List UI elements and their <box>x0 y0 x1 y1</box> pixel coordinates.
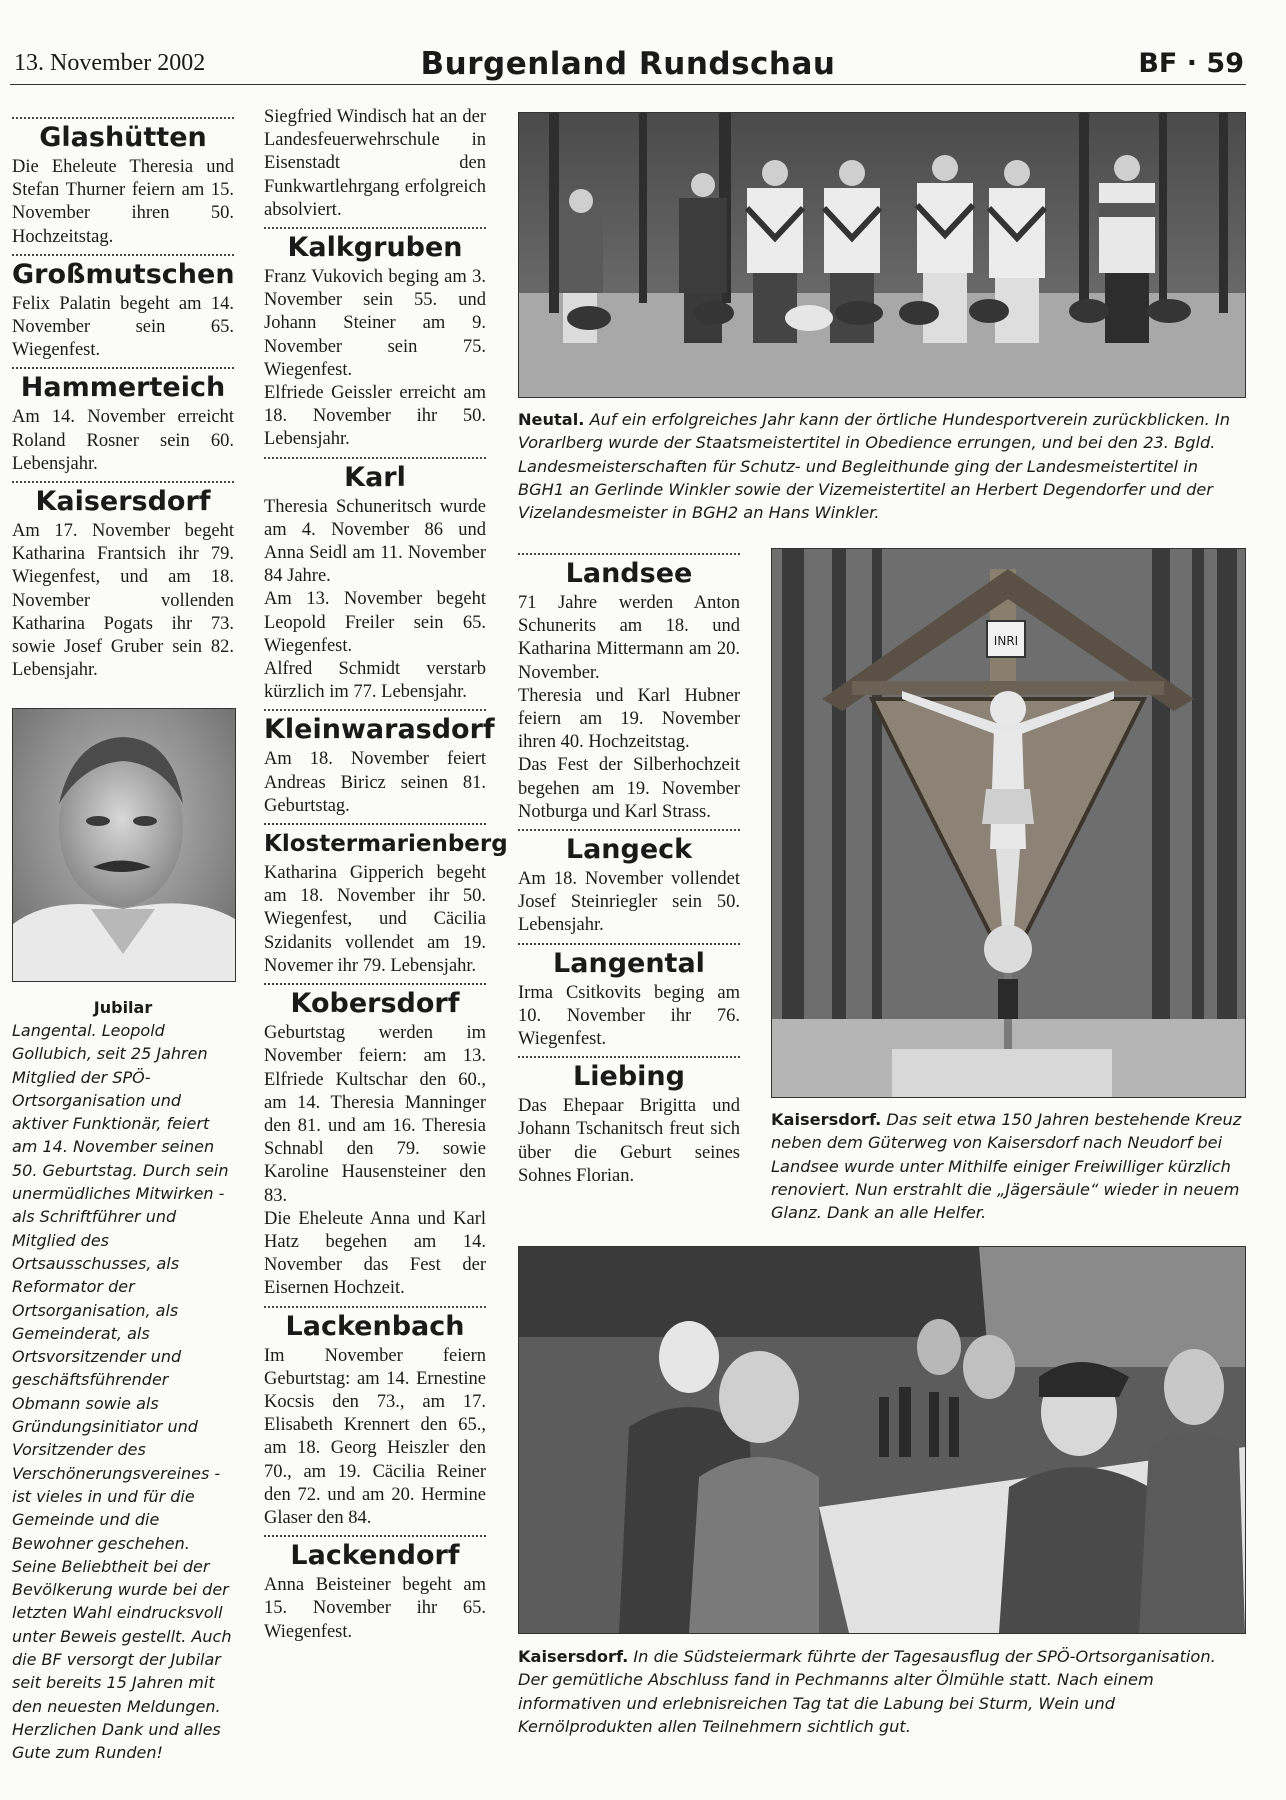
section-text: Irma Csitkovits beging am 10. November ihr 76. Wiegenfest. <box>518 982 740 1050</box>
issue-date: 13. November 2002 <box>14 50 206 76</box>
section-text: 71 Jahre werden Anton Schunerits am 18. und Katharina Mittermann am 20. November. <box>518 593 740 683</box>
section-heading: Großmutschen <box>12 258 235 290</box>
caption-place: Kaisersdorf. <box>518 1647 629 1666</box>
wayside-cross-photo <box>771 548 1246 1098</box>
section-heading: Hammerteich <box>20 372 226 404</box>
section-heading: Kalkgruben <box>287 232 463 264</box>
section-text: Elfriede Geissler erreicht am 18. November ihr 50. Lebensjahr. <box>264 383 486 450</box>
section-text: Geburtstag werden im November feiern: am 13. Elfriede Kultschar den 60., am 14. Theresia Manninger den 81. und am 16. Theresia Schnabl den 79. sowie Karoline Hausensteiner den 83. <box>264 1023 486 1206</box>
section-text: Am 18. November vollendet Josef Steinriegler sein 50. Lebensjahr. <box>518 869 740 936</box>
section-heading: Langental <box>553 947 705 979</box>
caption-place: Neutal. <box>518 410 585 429</box>
section-heading: Kleinwarasdorf <box>264 714 495 746</box>
cross-caption <box>771 1108 1246 1224</box>
inri-sign: INRI <box>993 634 1019 648</box>
section-text: Katharina Gipperich begeht am 18. November ihr 50. Wiegenfest, und Cäcilia Szidanits vollendet am 19. Novemer ihr 79. Lebensjahr. <box>264 863 486 976</box>
day-trip-caption <box>518 1645 1246 1738</box>
section-text: Das Fest der Silberhochzeit begehen am 19. November Notburga und Karl Strass. <box>518 755 740 822</box>
section-heading: Karl <box>344 461 406 493</box>
section-text: Die Eheleute Theresia und Stefan Thurner feiern am 15. November ihren 50. Hochzeitstag. <box>12 157 234 247</box>
section-heading: Klostermarienberg <box>264 831 508 858</box>
section-text: Am 14. November erreicht Roland Rosner sein 60. Lebensjahr. <box>12 407 234 474</box>
newspaper-title: Burgenland Rundschau <box>420 46 836 82</box>
column-2 <box>264 106 508 1644</box>
day-trip-photo <box>518 1246 1246 1634</box>
jubilar-portrait-photo <box>12 708 236 982</box>
section-text: Siegfried Windisch hat an der Landesfeuerwehrschule in Eisenstadt den Funkwartlehrgang erfolgreich absolviert. <box>264 107 486 220</box>
caption-text: Auf ein erfolgreiches Jahr kann der örtliche Hundesportverein zurückblicken. In Vorarlberg wurde der Staatsmeistertitel in Obedience errungen, und bei den 23. Bgld. Landesmeisterschaften für Schutz- und Begleithunde ging der Landesmeistertitel in BGH1 an Gerlinde Winkler sowie der Vizemeistertitel an Herbert Degendorfer und der Vizelandesmeister in BGH2 an Hans Winkler. <box>518 410 1230 523</box>
jubilar-caption <box>12 990 234 1765</box>
section-heading: Landsee <box>565 558 693 589</box>
section-text: Anna Beisteiner begeht am 15. November ihr 65. Wiegenfest. <box>264 1575 486 1642</box>
section-heading: Glashütten <box>39 122 207 153</box>
section-text: Felix Palatin begeht am 14. November sein 65. Wiegenfest. <box>12 293 234 361</box>
caption-place: Kaisersdorf. <box>771 1110 882 1129</box>
section-text: Im November feiern Geburtstag: am 14. Ernestine Kocsis den 73., am 17. Elisabeth Krennert den 65., am 18. Georg Heiszler den 70., am 19. Cäcilia Reiner den 72. und am 20. Hermine Glaser den 84. <box>264 1345 486 1528</box>
section-text: Alfred Schmidt verstarb kürzlich im 77. Lebensjahr. <box>264 659 486 703</box>
dog-club-photo <box>518 112 1246 398</box>
caption-text: In die Südsteiermark führte der Tagesausflug der SPÖ-Ortsorganisation. Der gemütliche Abschluss fand in Pechmanns alter Ölmühle statt. Nach einem informativen und erlebnisreichen Tag tat die Labung bei Sturm, Wein und Kernölprodukten allen Teilnehmern sichtlich gut. <box>518 1647 1216 1736</box>
section-heading: Kobersdorf <box>290 988 460 1020</box>
section-text: Franz Vukovich beging am 3. November sein 55. und Johann Steiner am 9. November sein 75. Wiegenfest. <box>264 267 486 380</box>
page-number: BF · 59 <box>1138 48 1244 79</box>
section-text: Die Eheleute Anna und Karl Hatz begehen am 14. November das Fest der Eisernen Hochzeit. <box>264 1208 486 1299</box>
section-text: Das Ehepaar Brigitta und Johann Tschanitsch freut sich über die Geburt seines Sohnes Florian. <box>518 1096 740 1186</box>
section-text: Theresia Schuneritsch wurde am 4. November 86 und Anna Seidl am 11. November 84 Jahre. <box>264 496 486 587</box>
jubilar-label: Jubilar <box>93 998 153 1017</box>
section-text: Am 18. November feiert Andreas Biricz seinen 81. Geburtstag. <box>264 749 486 816</box>
jubilar-text: Langental. Leopold Gollubich, seit 25 Jahren Mitglied der SPÖ-Ortsorganisation und aktiver Funktionär, feiert am 14. November seinen 50. Geburtstag. Durch sein unermüdliches Mitwirken - als Schriftführer und Mitglied des Ortsausschusses, als Reformator der Ortsorganisation, als Gemeinderat, als Ortsvorsitzender und geschäftsführender Obmann sowie als Gründungsinitiator und Vorsitzender des Verschönerungsvereines - ist vieles in und für die Gemeinde und die Bewohner geschehen. Seine Beliebtheit bei der Bevölkerung wurde bei der letzten Wahl eindrucksvoll unter Beweis gestellt. Auch die BF versorgt der Jubilar seit bereits 15 Jahren mit den neuesten Meldungen. Herzlichen Dank und alles Gute zum Runden! <box>12 1021 232 1763</box>
column-1 <box>12 112 234 682</box>
section-heading: Langeck <box>565 834 693 866</box>
section-text: Theresia und Karl Hubner feiern am 19. November ihren 40. Hochzeitstag. <box>518 685 740 753</box>
caption-text: Das seit etwa 150 Jahren bestehende Kreuz neben dem Güterweg von Kaisersdorf nach Neudorf bei Landsee wurde unter Mithilfe einiger Freiwilliger kürzlich renoviert. Nun erstrahlt die „Jägersäule“ wieder in neuem Glanz. Dank an alle Helfer. <box>771 1110 1242 1223</box>
dog-club-caption <box>518 408 1246 524</box>
section-heading: Lackenbach <box>285 1310 465 1342</box>
page-header <box>10 44 1246 85</box>
section-heading: Lackendorf <box>290 1540 460 1572</box>
section-text: Am 13. November begeht Leopold Freiler sein 65. Wiegenfest. <box>264 589 486 656</box>
section-heading: Kaisersdorf <box>35 486 211 518</box>
section-heading: Liebing <box>573 1061 685 1093</box>
section-text: Am 17. November begeht Katharina Frantsich ihr 79. Wiegenfest, und am 18. November vollenden Katharina Pogats ihr 73. sowie Josef Gruber sein 82. Lebensjahr. <box>12 521 234 681</box>
column-3 <box>518 548 740 1188</box>
